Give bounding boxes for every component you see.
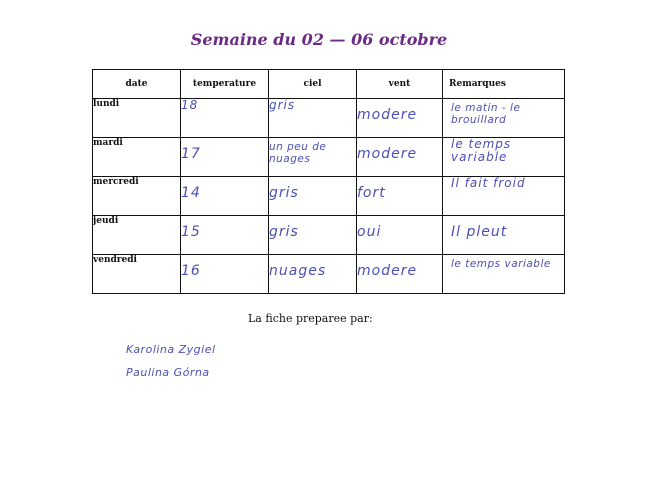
temperature-cell: 18 [181,99,269,138]
table-row [93,99,565,138]
remarques-cell: le temps variable [443,255,565,294]
table-row [93,177,565,216]
day-cell: jeudi [93,216,181,255]
table-row [93,255,565,294]
prepared-by-label: La fiche preparee par: [248,312,373,325]
ciel-cell: gris [269,177,357,216]
remarques-cell: le temps variable [443,138,565,177]
table-row [93,216,565,255]
column-header-vent: vent [357,70,443,99]
table-header-row [93,70,565,99]
ciel-cell: gris [269,216,357,255]
day-cell: mercredi [93,177,181,216]
column-header-temperature: temperature [181,70,269,99]
column-header-remarques: Remarques [443,70,565,99]
vent-cell: modere [357,255,443,294]
remarques-cell: le matin - le brouillard [443,99,565,138]
author-name: Paulina Górna [126,366,210,379]
temperature-cell: 16 [181,255,269,294]
vent-cell: modere [357,99,443,138]
temperature-cell: 14 [181,177,269,216]
temperature-cell: 17 [181,138,269,177]
page-title: Semaine du 02 — 06 octobre [190,30,448,49]
day-cell: lundi [93,99,181,138]
ciel-cell: un peu de nuages [269,138,357,177]
vent-cell: modere [357,138,443,177]
day-cell: vendredi [93,255,181,294]
ciel-cell: nuages [269,255,357,294]
remarques-cell: Il fait froid [443,177,565,216]
author-name: Karolina Zygiel [126,343,216,356]
temperature-cell: 15 [181,216,269,255]
column-header-ciel: ciel [269,70,357,99]
weather-table [92,69,565,294]
column-header-date: date [93,70,181,99]
vent-cell: oui [357,216,443,255]
day-cell: mardi [93,138,181,177]
vent-cell: fort [357,177,443,216]
table-row [93,138,565,177]
remarques-cell: Il pleut [443,216,565,255]
ciel-cell: gris [269,99,357,138]
